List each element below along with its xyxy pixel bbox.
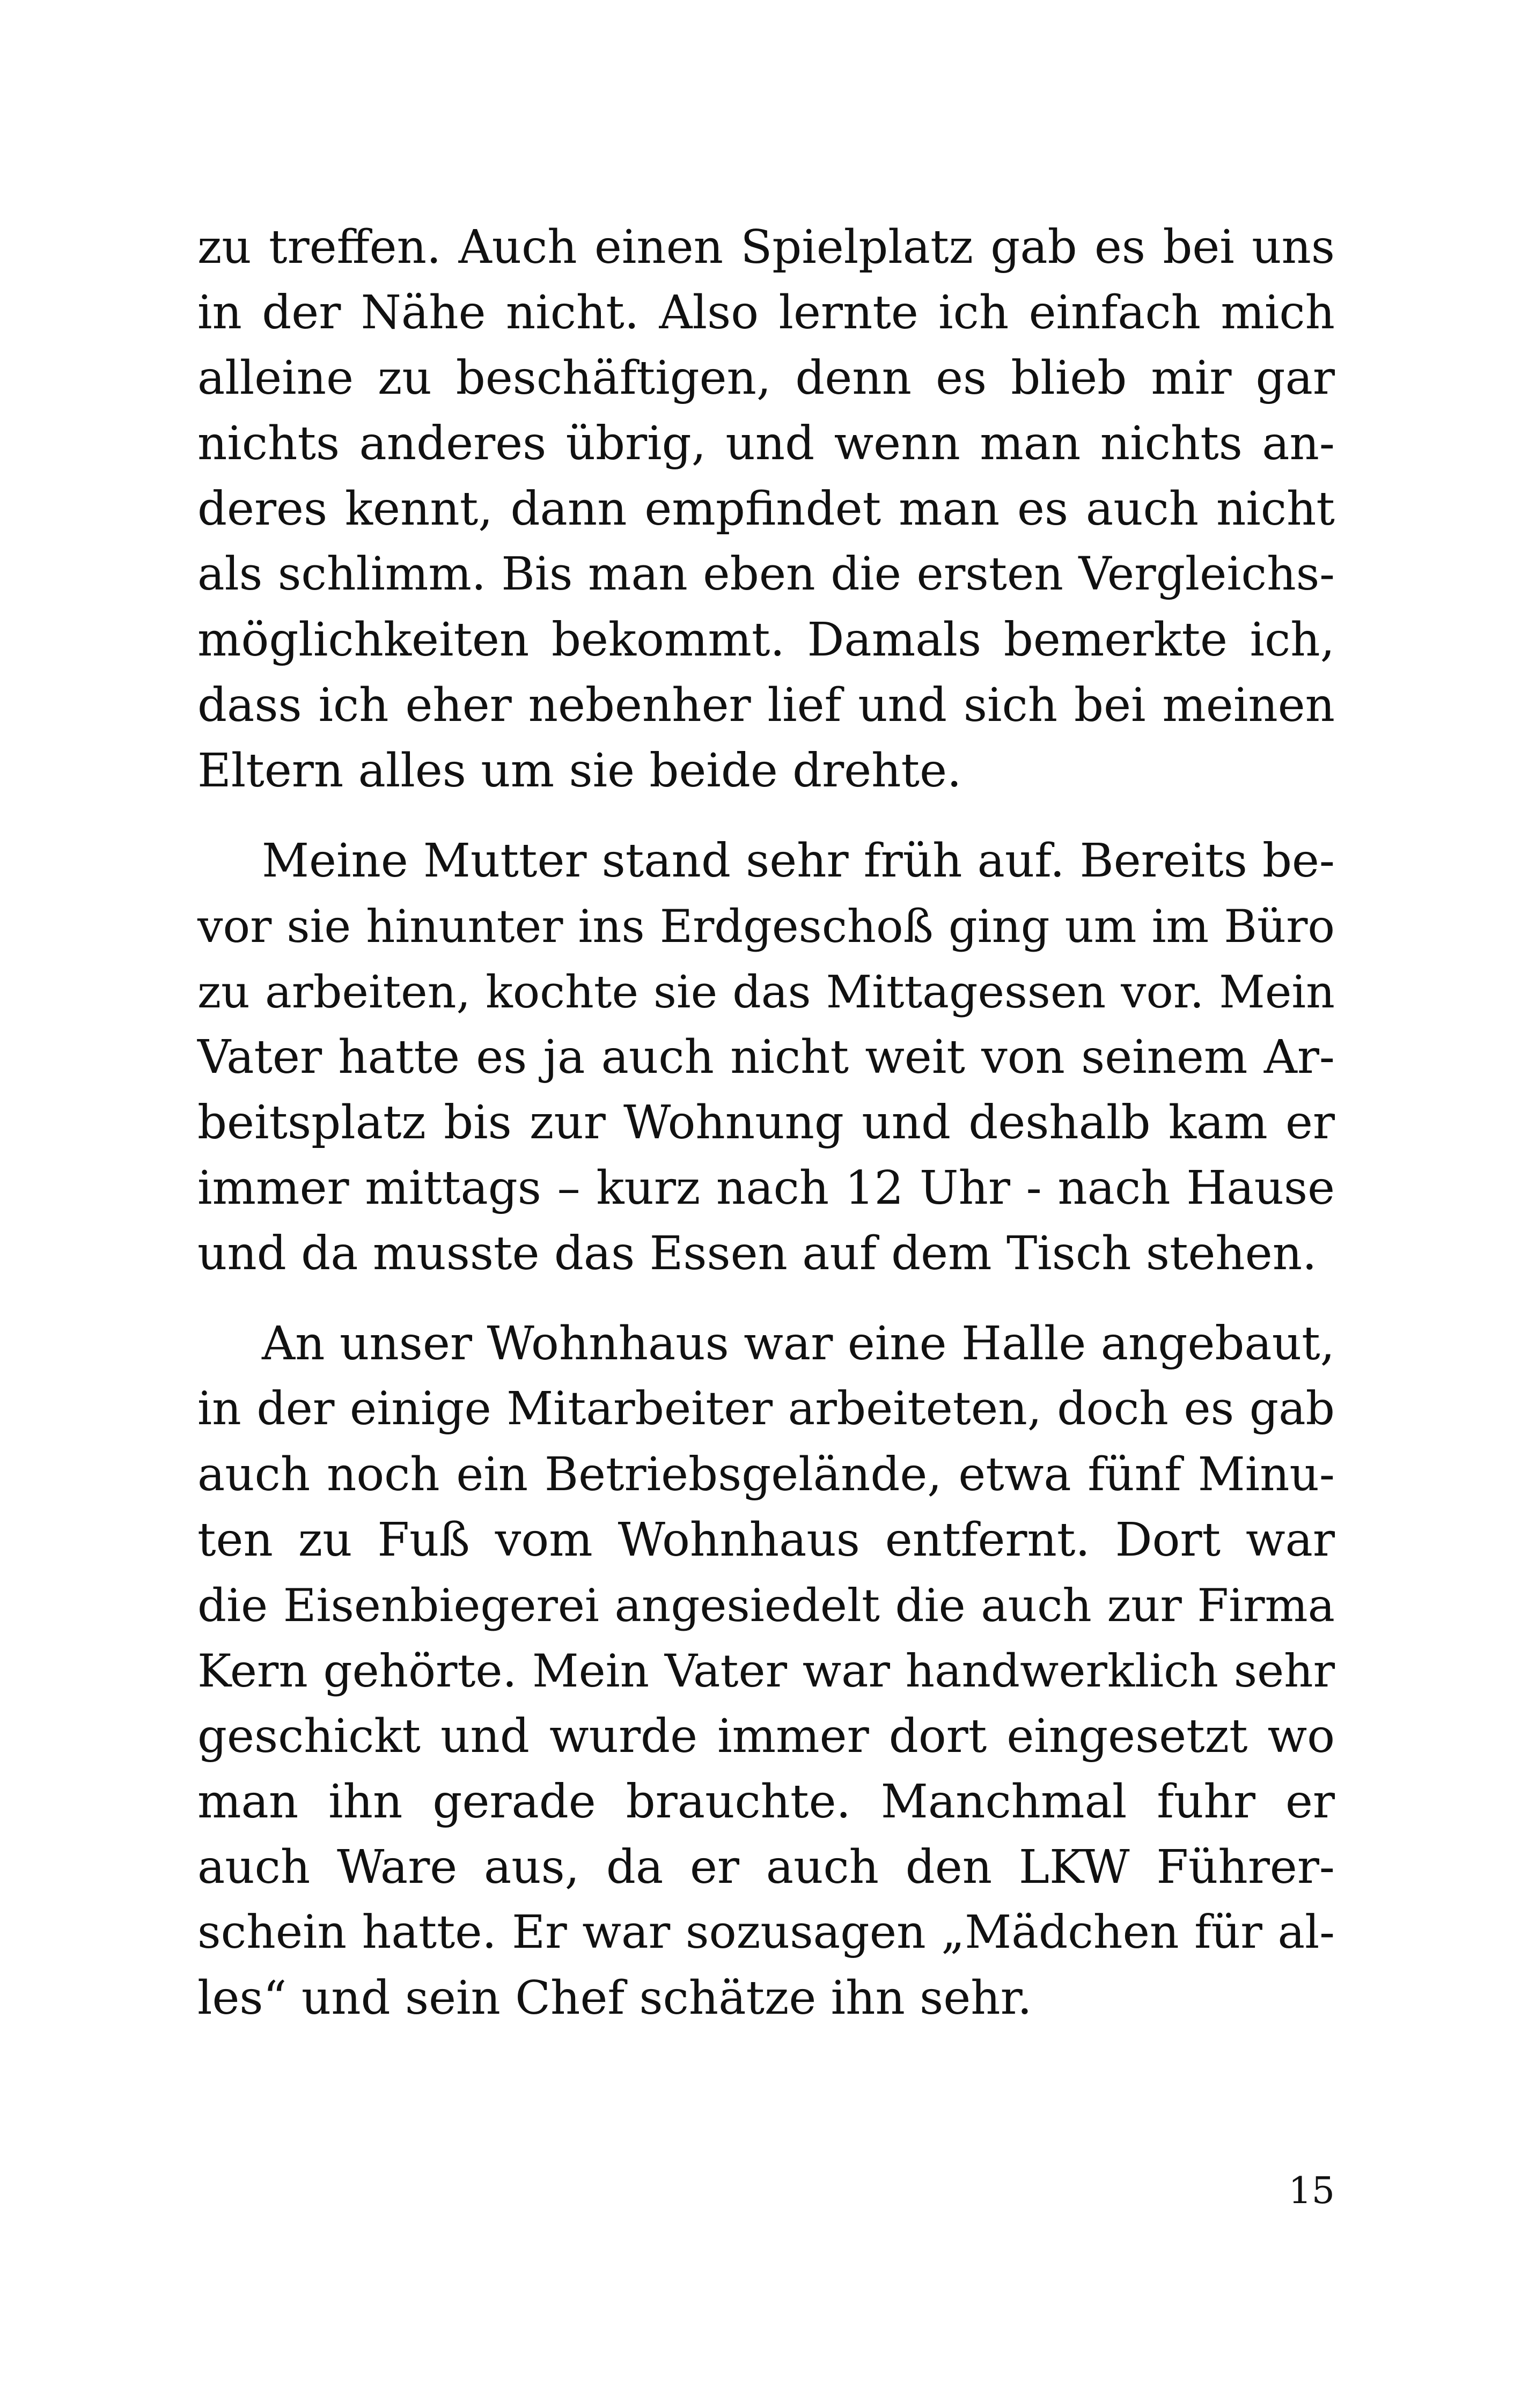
text-line: zu arbeiten, kochte sie das Mittagessen vor. Mein — [197, 966, 1335, 1018]
text-line: deres kennt, dann empfindet man es auch nicht — [197, 482, 1335, 536]
text-line: als schlimm. Bis man eben die ersten Vergleichs- — [197, 548, 1335, 601]
text-line: vor sie hinunter ins Erdgeschoß ging um im Büro — [197, 900, 1335, 953]
text-line: beitsplatz bis zur Wohnung und deshalb kam er — [197, 1096, 1335, 1150]
text-line: auch noch ein Betriebsgelände, etwa fünf Minu- — [197, 1448, 1335, 1501]
text-line: alleine zu beschäftigen, denn es blieb mir gar — [197, 351, 1335, 405]
text-line: in der einige Mitarbeiter arbeiteten, doch es gab — [197, 1382, 1335, 1435]
text-line: auch Ware aus, da er auch den LKW Führer- — [197, 1840, 1335, 1894]
text-line: die Eisenbiegerei angesiedelt die auch zur Firma — [197, 1579, 1335, 1632]
text-line: An unser Wohnhaus war eine Halle angebaut, — [262, 1317, 1335, 1371]
text-line: zu treffen. Auch einen Spielplatz gab es bei uns — [197, 220, 1335, 274]
text-line: in der Nähe nicht. Also lernte ich einfach mich — [197, 286, 1335, 340]
text-line: immer mittags – kurz nach 12 Uhr - nach Hause — [197, 1161, 1335, 1215]
text-line: man ihn gerade brauchte. Manchmal fuhr er — [197, 1775, 1335, 1829]
text-line: Kern gehörte. Mein Vater war handwerklich sehr — [197, 1645, 1335, 1697]
paragraph-3 — [197, 1311, 1335, 2031]
text-line: Meine Mutter stand sehr früh auf. Bereits be- — [262, 834, 1335, 888]
body-text — [197, 215, 1335, 2056]
page-number: 15 — [1288, 2170, 1335, 2212]
text-line: Eltern alles um sie beide drehte. — [197, 744, 962, 798]
paragraph-1 — [197, 215, 1335, 804]
text-line: geschickt und wurde immer dort eingesetzt wo — [197, 1710, 1335, 1763]
text-line: möglichkeiten bekommt. Damals bemerkte ich, — [197, 613, 1335, 667]
text-line: ten zu Fuß vom Wohnhaus entfernt. Dort war — [197, 1513, 1335, 1567]
text-line: dass ich eher nebenher lief und sich bei meinen — [197, 679, 1335, 732]
text-line: nichts anderes übrig, und wenn man nichts an- — [197, 417, 1335, 470]
text-line: les“ und sein Chef schätze ihn sehr. — [197, 1971, 1032, 2025]
paragraph-2 — [197, 828, 1335, 1286]
text-line: Vater hatte es ja auch nicht weit von seinem Ar- — [197, 1030, 1335, 1084]
text-line: und da musste das Essen auf dem Tisch stehen. — [197, 1227, 1317, 1280]
text-line: schein hatte. Er war sozusagen „Mädchen für al- — [197, 1906, 1335, 1959]
